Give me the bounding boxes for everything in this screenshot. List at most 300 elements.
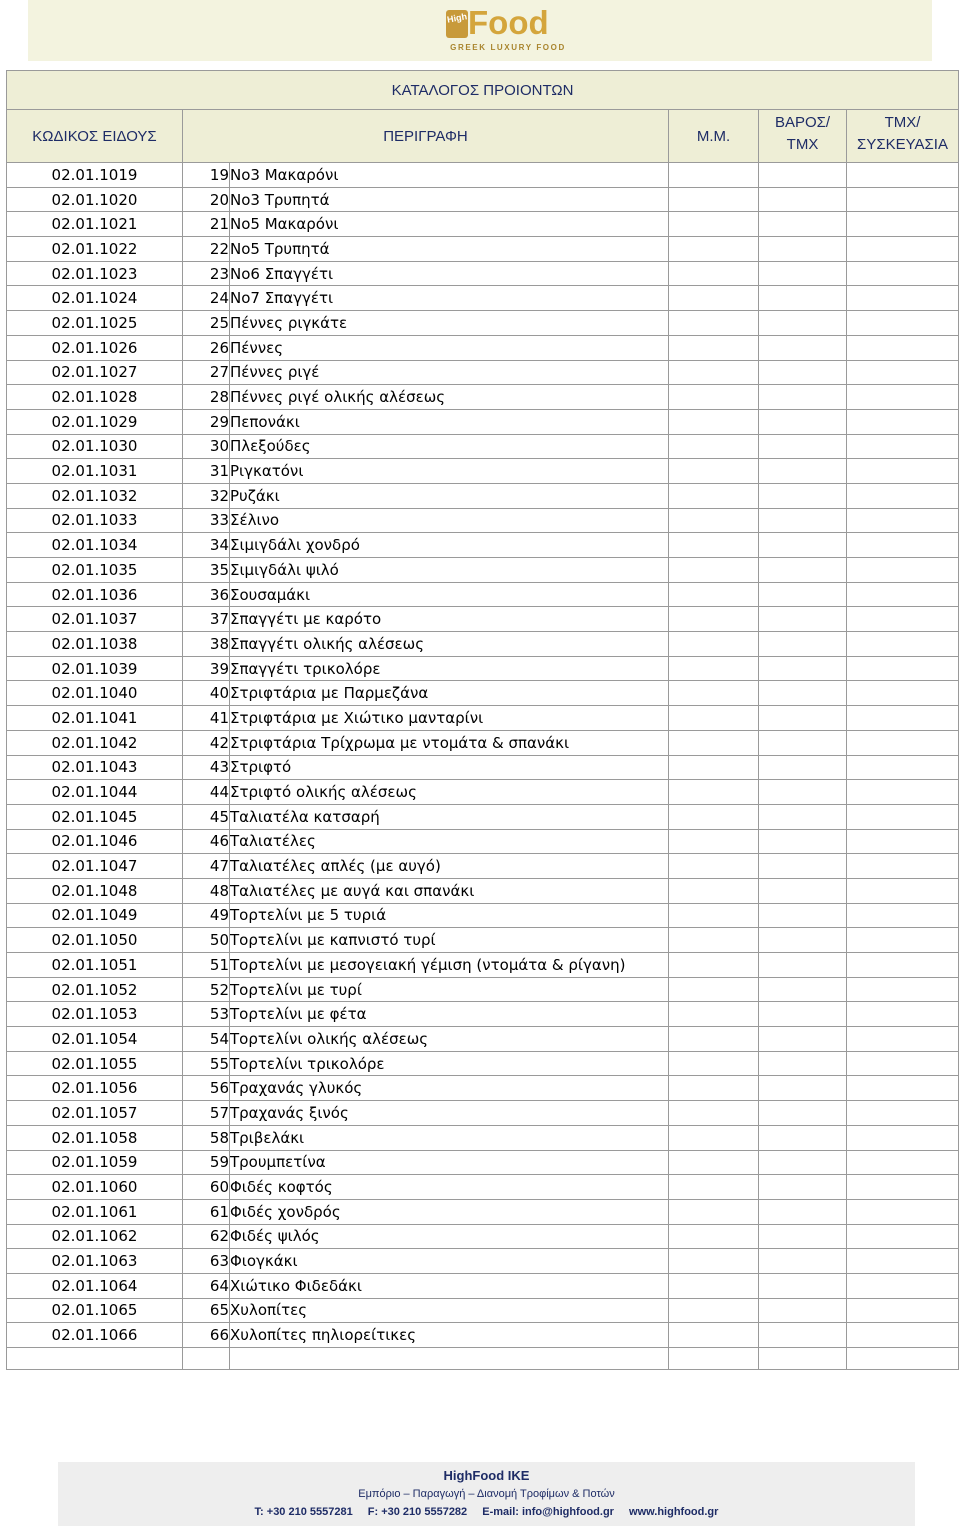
cell-pieces: [847, 804, 959, 829]
cell-pieces: [847, 1273, 959, 1298]
cell-unit: [669, 1273, 759, 1298]
cell-pieces: [847, 656, 959, 681]
cell-pieces: [847, 1323, 959, 1348]
cell-unit: [669, 755, 759, 780]
cell-pieces: [847, 1199, 959, 1224]
cell-description: Τορτελίνι με μεσογειακή γέμιση (ντομάτα & ρίγανη): [230, 953, 669, 978]
table-row: [7, 1027, 959, 1052]
cell-pieces: [847, 903, 959, 928]
cell-pieces: [847, 953, 959, 978]
footer-contacts: [58, 1506, 915, 1518]
cell-weight: [759, 558, 847, 583]
table-row: [7, 434, 959, 459]
cell-unit: [669, 656, 759, 681]
cell-weight: [759, 1273, 847, 1298]
footer-banner: [58, 1462, 915, 1526]
catalog-title: ΚΑΤΑΛΟΓΟΣ ΠΡΟΙΟΝΤΩΝ: [7, 71, 959, 110]
cell-code: 02.01.1023: [7, 261, 183, 286]
cell-number: 56: [183, 1076, 230, 1101]
cell-weight: [759, 434, 847, 459]
cell-description: Χιώτικο Φιδεδάκι: [230, 1273, 669, 1298]
cell-unit: [669, 1027, 759, 1052]
cell-description: Νο6 Σπαγγέτι: [230, 261, 669, 286]
table-row: [7, 1150, 959, 1175]
cell-number: 32: [183, 483, 230, 508]
empty-cell: [847, 1348, 959, 1370]
cell-description: Τορτελίνι τρικολόρε: [230, 1051, 669, 1076]
cell-weight: [759, 533, 847, 558]
table-row: [7, 1125, 959, 1150]
cell-code: 02.01.1024: [7, 286, 183, 311]
cell-number: 29: [183, 409, 230, 434]
cell-number: 44: [183, 780, 230, 805]
cell-number: 26: [183, 335, 230, 360]
cell-description: Στριφτάρια Τρίχρωμα με ντομάτα & σπανάκι: [230, 730, 669, 755]
table-row: [7, 187, 959, 212]
cell-description: Ταλιατέλες: [230, 829, 669, 854]
cell-description: Τορτελίνι με φέτα: [230, 1002, 669, 1027]
cell-number: 59: [183, 1150, 230, 1175]
cell-code: 02.01.1019: [7, 163, 183, 188]
cell-pieces: [847, 928, 959, 953]
cell-unit: [669, 163, 759, 188]
cell-unit: [669, 1224, 759, 1249]
cell-weight: [759, 286, 847, 311]
cell-pieces: [847, 237, 959, 262]
table-row: [7, 409, 959, 434]
cell-unit: [669, 1101, 759, 1126]
cell-weight: [759, 1298, 847, 1323]
cell-pieces: [847, 1051, 959, 1076]
cell-weight: [759, 755, 847, 780]
empty-cell: [230, 1348, 669, 1370]
footer-slogan: Εμπόριο – Παραγωγή – Διανομή Τροφίμων & Ποτών: [358, 1488, 615, 1500]
cell-weight: [759, 1175, 847, 1200]
cell-weight: [759, 903, 847, 928]
table-row: [7, 311, 959, 336]
cell-code: 02.01.1026: [7, 335, 183, 360]
table-row: [7, 1224, 959, 1249]
cell-description: Τορτελίνι με τυρί: [230, 977, 669, 1002]
empty-cell: [183, 1348, 230, 1370]
cell-description: Χυλοπίτες: [230, 1298, 669, 1323]
cell-code: 02.01.1042: [7, 730, 183, 755]
cell-number: 41: [183, 706, 230, 731]
table-row: [7, 1298, 959, 1323]
logo-wordmark: Food: [468, 4, 549, 41]
cell-pieces: [847, 1249, 959, 1274]
cell-code: 02.01.1033: [7, 508, 183, 533]
cell-code: 02.01.1035: [7, 558, 183, 583]
cell-code: 02.01.1032: [7, 483, 183, 508]
cell-unit: [669, 1051, 759, 1076]
cell-number: 47: [183, 854, 230, 879]
cell-weight: [759, 1051, 847, 1076]
cell-unit: [669, 409, 759, 434]
cell-description: Φιδές κοφτός: [230, 1175, 669, 1200]
cell-number: 48: [183, 878, 230, 903]
cell-code: 02.01.1062: [7, 1224, 183, 1249]
cell-code: 02.01.1025: [7, 311, 183, 336]
cell-number: 51: [183, 953, 230, 978]
cell-unit: [669, 681, 759, 706]
cell-number: 31: [183, 459, 230, 484]
cell-unit: [669, 878, 759, 903]
cell-weight: [759, 953, 847, 978]
cell-pieces: [847, 1150, 959, 1175]
cell-number: 39: [183, 656, 230, 681]
cell-unit: [669, 928, 759, 953]
cell-unit: [669, 829, 759, 854]
cell-description: Σιμιγδάλι ψιλό: [230, 558, 669, 583]
cell-code: 02.01.1038: [7, 632, 183, 657]
table-row: [7, 1249, 959, 1274]
cell-description: Σπαγγέτι με καρότο: [230, 607, 669, 632]
cell-number: 53: [183, 1002, 230, 1027]
table-row: [7, 385, 959, 410]
empty-cell: [669, 1348, 759, 1370]
cell-pieces: [847, 780, 959, 805]
table-row: [7, 533, 959, 558]
cell-code: 02.01.1039: [7, 656, 183, 681]
cell-number: 45: [183, 804, 230, 829]
cell-code: 02.01.1044: [7, 780, 183, 805]
cell-code: 02.01.1051: [7, 953, 183, 978]
table-row: [7, 878, 959, 903]
logo-badge-text: High: [446, 11, 468, 25]
cell-description: Πλεξούδες: [230, 434, 669, 459]
cell-unit: [669, 1076, 759, 1101]
table-row: [7, 755, 959, 780]
table-row-empty: [7, 1348, 959, 1370]
cell-unit: [669, 508, 759, 533]
cell-weight: [759, 607, 847, 632]
table-row: [7, 261, 959, 286]
table-row: [7, 1002, 959, 1027]
cell-number: 40: [183, 681, 230, 706]
cell-code: 02.01.1031: [7, 459, 183, 484]
cell-pieces: [847, 508, 959, 533]
cell-unit: [669, 360, 759, 385]
table-row: [7, 706, 959, 731]
cell-unit: [669, 706, 759, 731]
cell-unit: [669, 459, 759, 484]
table-row: [7, 854, 959, 879]
cell-description: Σπαγγέτι τρικολόρε: [230, 656, 669, 681]
cell-code: 02.01.1020: [7, 187, 183, 212]
cell-unit: [669, 1002, 759, 1027]
table-row: [7, 730, 959, 755]
header-description: ΠΕΡΙΓΡΑΦΗ: [183, 110, 669, 163]
cell-number: 25: [183, 311, 230, 336]
cell-weight: [759, 1323, 847, 1348]
cell-unit: [669, 1249, 759, 1274]
logo-badge: [446, 10, 468, 38]
cell-pieces: [847, 212, 959, 237]
cell-unit: [669, 1125, 759, 1150]
cell-pieces: [847, 681, 959, 706]
cell-number: 33: [183, 508, 230, 533]
cell-code: 02.01.1037: [7, 607, 183, 632]
cell-code: 02.01.1066: [7, 1323, 183, 1348]
cell-pieces: [847, 286, 959, 311]
cell-description: Τορτελίνι με 5 τυριά: [230, 903, 669, 928]
cell-pieces: [847, 1298, 959, 1323]
cell-unit: [669, 730, 759, 755]
cell-description: Ρυζάκι: [230, 483, 669, 508]
cell-number: 22: [183, 237, 230, 262]
cell-number: 54: [183, 1027, 230, 1052]
cell-pieces: [847, 1175, 959, 1200]
cell-description: Ριγκατόνι: [230, 459, 669, 484]
cell-description: Πέννες ριγκάτε: [230, 311, 669, 336]
cell-description: Σέλινο: [230, 508, 669, 533]
cell-pieces: [847, 878, 959, 903]
cell-weight: [759, 237, 847, 262]
cell-number: 19: [183, 163, 230, 188]
cell-number: 66: [183, 1323, 230, 1348]
cell-pieces: [847, 1002, 959, 1027]
cell-code: 02.01.1029: [7, 409, 183, 434]
cell-weight: [759, 706, 847, 731]
table-row: [7, 632, 959, 657]
cell-code: 02.01.1064: [7, 1273, 183, 1298]
cell-description: Σουσαμάκι: [230, 582, 669, 607]
cell-unit: [669, 187, 759, 212]
cell-code: 02.01.1036: [7, 582, 183, 607]
cell-unit: [669, 903, 759, 928]
cell-description: Νο5 Μακαρόνι: [230, 212, 669, 237]
cell-code: 02.01.1049: [7, 903, 183, 928]
cell-pieces: [847, 607, 959, 632]
cell-number: 38: [183, 632, 230, 657]
table-row: [7, 1323, 959, 1348]
cell-description: Στριφτάρια με Χιώτικο μανταρίνι: [230, 706, 669, 731]
cell-weight: [759, 854, 847, 879]
cell-description: Τορτελίνι ολικής αλέσεως: [230, 1027, 669, 1052]
cell-code: 02.01.1045: [7, 804, 183, 829]
cell-pieces: [847, 459, 959, 484]
cell-number: 36: [183, 582, 230, 607]
cell-weight: [759, 804, 847, 829]
cell-pieces: [847, 755, 959, 780]
cell-description: Τορτελίνι με καπνιστό τυρί: [230, 928, 669, 953]
cell-pieces: [847, 582, 959, 607]
cell-description: Πέννες ριγέ: [230, 360, 669, 385]
cell-pieces: [847, 632, 959, 657]
cell-description: Τραχανάς γλυκός: [230, 1076, 669, 1101]
cell-pieces: [847, 829, 959, 854]
cell-weight: [759, 582, 847, 607]
cell-code: 02.01.1061: [7, 1199, 183, 1224]
cell-description: Νο3 Μακαρόνι: [230, 163, 669, 188]
cell-unit: [669, 311, 759, 336]
cell-description: Σιμιγδάλι χονδρό: [230, 533, 669, 558]
empty-cell: [7, 1348, 183, 1370]
cell-weight: [759, 730, 847, 755]
cell-number: 63: [183, 1249, 230, 1274]
cell-unit: [669, 483, 759, 508]
table-header-row: [7, 110, 959, 163]
table-row: [7, 212, 959, 237]
cell-unit: [669, 286, 759, 311]
cell-number: 27: [183, 360, 230, 385]
cell-weight: [759, 829, 847, 854]
cell-code: 02.01.1041: [7, 706, 183, 731]
cell-weight: [759, 632, 847, 657]
table-row: [7, 977, 959, 1002]
table-row: [7, 286, 959, 311]
table-row: [7, 360, 959, 385]
table-row: [7, 1199, 959, 1224]
cell-weight: [759, 1101, 847, 1126]
cell-weight: [759, 187, 847, 212]
cell-description: Τρουμπετίνα: [230, 1150, 669, 1175]
table-row: [7, 804, 959, 829]
cell-pieces: [847, 1101, 959, 1126]
cell-number: 43: [183, 755, 230, 780]
cell-unit: [669, 977, 759, 1002]
cell-pieces: [847, 533, 959, 558]
cell-pieces: [847, 1027, 959, 1052]
cell-description: Τριβελάκι: [230, 1125, 669, 1150]
cell-weight: [759, 928, 847, 953]
cell-description: Φιογκάκι: [230, 1249, 669, 1274]
cell-code: 02.01.1040: [7, 681, 183, 706]
cell-weight: [759, 335, 847, 360]
table-row: [7, 237, 959, 262]
cell-number: 24: [183, 286, 230, 311]
table-row: [7, 607, 959, 632]
header-pieces: ΤΜΧ/ ΣΥΣΚΕΥΑΣΙΑ: [847, 110, 959, 163]
cell-description: Στριφτάρια με Παρμεζάνα: [230, 681, 669, 706]
cell-unit: [669, 1150, 759, 1175]
cell-weight: [759, 1150, 847, 1175]
footer-website[interactable]: www.highfood.gr: [629, 1506, 719, 1518]
cell-weight: [759, 780, 847, 805]
cell-number: 57: [183, 1101, 230, 1126]
cell-weight: [759, 656, 847, 681]
cell-unit: [669, 607, 759, 632]
table-row: [7, 829, 959, 854]
brand-logo: [446, 4, 570, 54]
cell-description: Φιδές χονδρός: [230, 1199, 669, 1224]
table-row: [7, 508, 959, 533]
cell-number: 30: [183, 434, 230, 459]
cell-number: 52: [183, 977, 230, 1002]
cell-code: 02.01.1021: [7, 212, 183, 237]
cell-number: 58: [183, 1125, 230, 1150]
cell-number: 37: [183, 607, 230, 632]
cell-code: 02.01.1060: [7, 1175, 183, 1200]
cell-pieces: [847, 163, 959, 188]
cell-code: 02.01.1065: [7, 1298, 183, 1323]
cell-weight: [759, 1002, 847, 1027]
cell-code: 02.01.1022: [7, 237, 183, 262]
cell-description: Νο5 Τρυπητά: [230, 237, 669, 262]
cell-number: 50: [183, 928, 230, 953]
footer-email[interactable]: E-mail: info@highfood.gr: [482, 1506, 614, 1518]
cell-number: 46: [183, 829, 230, 854]
cell-code: 02.01.1027: [7, 360, 183, 385]
cell-pieces: [847, 1076, 959, 1101]
cell-unit: [669, 434, 759, 459]
cell-unit: [669, 385, 759, 410]
cell-number: 28: [183, 385, 230, 410]
cell-number: 61: [183, 1199, 230, 1224]
cell-unit: [669, 632, 759, 657]
table-row: [7, 483, 959, 508]
cell-number: 20: [183, 187, 230, 212]
cell-weight: [759, 483, 847, 508]
cell-code: 02.01.1030: [7, 434, 183, 459]
table-row: [7, 928, 959, 953]
cell-unit: [669, 1199, 759, 1224]
cell-description: Ταλιατέλες με αυγά και σπανάκι: [230, 878, 669, 903]
cell-pieces: [847, 434, 959, 459]
cell-code: 02.01.1048: [7, 878, 183, 903]
table-row: [7, 656, 959, 681]
table-row: [7, 335, 959, 360]
cell-description: Πεπονάκι: [230, 409, 669, 434]
cell-pieces: [847, 558, 959, 583]
cell-weight: [759, 1027, 847, 1052]
cell-code: 02.01.1050: [7, 928, 183, 953]
header-code: ΚΩΔΙΚΟΣ ΕΙΔΟΥΣ: [7, 110, 183, 163]
cell-pieces: [847, 854, 959, 879]
cell-weight: [759, 1224, 847, 1249]
cell-number: 60: [183, 1175, 230, 1200]
table-row: [7, 1273, 959, 1298]
cell-code: 02.01.1056: [7, 1076, 183, 1101]
cell-code: 02.01.1055: [7, 1051, 183, 1076]
cell-weight: [759, 1076, 847, 1101]
cell-unit: [669, 1175, 759, 1200]
cell-pieces: [847, 409, 959, 434]
header-weight: ΒΑΡΟΣ/ ΤΜΧ: [759, 110, 847, 163]
cell-description: Νο7 Σπαγγέτι: [230, 286, 669, 311]
cell-code: 02.01.1053: [7, 1002, 183, 1027]
header-unit: Μ.Μ.: [669, 110, 759, 163]
cell-description: Στριφτό ολικής αλέσεως: [230, 780, 669, 805]
cell-number: 21: [183, 212, 230, 237]
cell-pieces: [847, 483, 959, 508]
header-banner: [28, 0, 932, 61]
table-row: [7, 1076, 959, 1101]
cell-unit: [669, 237, 759, 262]
cell-description: Χυλοπίτες πηλιορείτικες: [230, 1323, 669, 1348]
table-row: [7, 558, 959, 583]
catalog-title-row: [7, 71, 959, 110]
cell-description: Σπαγγέτι ολικής αλέσεως: [230, 632, 669, 657]
cell-unit: [669, 335, 759, 360]
footer-phone: T: +30 210 5557281: [254, 1506, 353, 1518]
cell-description: Πέννες ριγέ ολικής αλέσεως: [230, 385, 669, 410]
table-row: [7, 681, 959, 706]
cell-weight: [759, 360, 847, 385]
cell-weight: [759, 681, 847, 706]
cell-weight: [759, 1199, 847, 1224]
cell-code: 02.01.1047: [7, 854, 183, 879]
cell-pieces: [847, 187, 959, 212]
footer-fax: F: +30 210 5557282: [367, 1506, 468, 1518]
cell-number: 62: [183, 1224, 230, 1249]
cell-unit: [669, 1323, 759, 1348]
cell-unit: [669, 212, 759, 237]
cell-code: 02.01.1057: [7, 1101, 183, 1126]
cell-description: Ταλιατέλες απλές (με αυγό): [230, 854, 669, 879]
table-row: [7, 1051, 959, 1076]
